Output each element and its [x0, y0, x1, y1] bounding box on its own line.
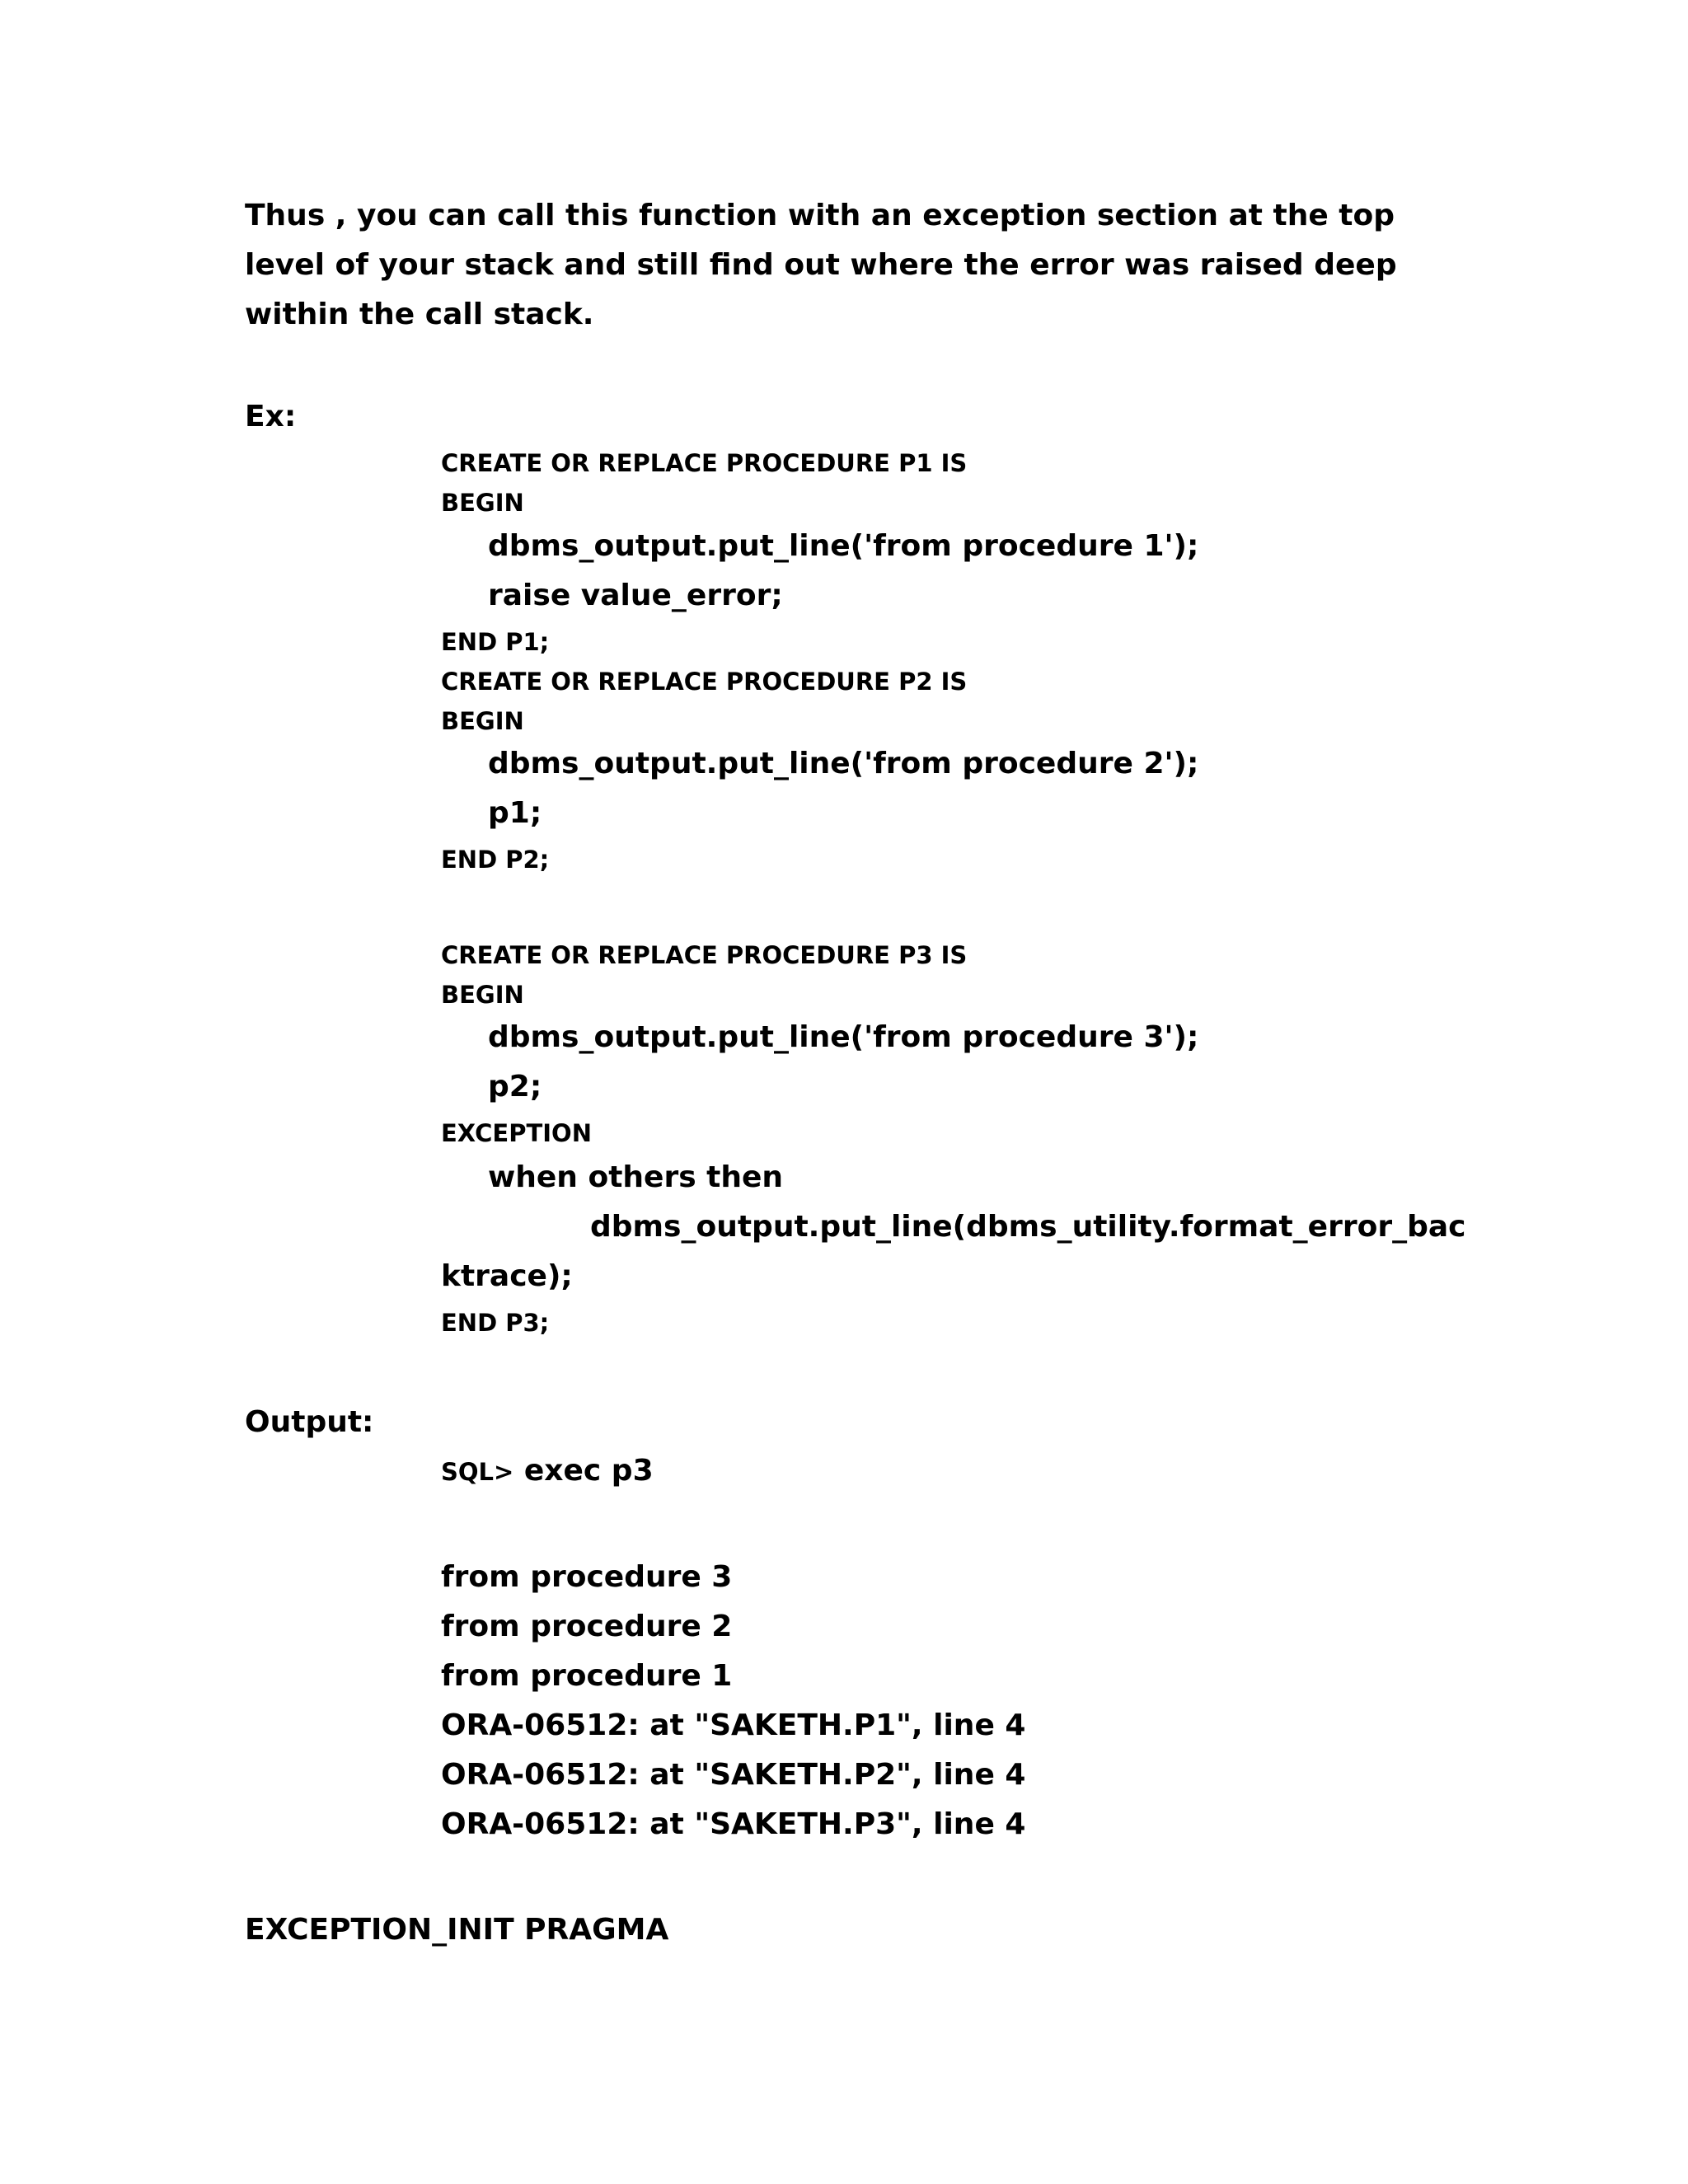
intro-paragraph: Thus , you can call this function with an exception section at the top level of your stack and still find out where the error was raised deep within the call stack.	[245, 199, 1397, 331]
code-line: END P2;	[441, 846, 550, 874]
code-line: p1;	[488, 796, 542, 830]
section-heading: EXCEPTION_INIT PRAGMA	[245, 1913, 669, 1947]
sql-prompt: SQL>	[441, 1458, 514, 1486]
code-line: END P1;	[441, 628, 550, 656]
code-line: dbms_output.put_line('from procedure 3');	[488, 1020, 1199, 1054]
sql-command-line	[441, 1454, 654, 1489]
code-line: CREATE OR REPLACE PROCEDURE P1 IS	[441, 449, 968, 477]
output-line: ORA-06512: at "SAKETH.P1", line 4	[441, 1708, 1026, 1742]
code-line: BEGIN	[441, 981, 524, 1009]
code-line: raise value_error;	[488, 579, 783, 612]
code-line: CREATE OR REPLACE PROCEDURE P3 IS	[441, 941, 968, 969]
example-label: Ex:	[245, 400, 297, 434]
code-line: BEGIN	[441, 707, 524, 735]
output-line: ORA-06512: at "SAKETH.P3", line 4	[441, 1807, 1026, 1841]
code-line: END P3;	[441, 1309, 550, 1337]
code-line: dbms_output.put_line('from procedure 1');	[488, 529, 1199, 563]
code-line: dbms_output.put_line('from procedure 2');	[488, 747, 1199, 780]
output-label: Output:	[245, 1405, 374, 1439]
output-line: from procedure 1	[441, 1659, 733, 1693]
sql-command: exec p3	[523, 1454, 654, 1488]
output-line: ORA-06512: at "SAKETH.P2", line 4	[441, 1758, 1026, 1792]
code-line: CREATE OR REPLACE PROCEDURE P2 IS	[441, 668, 968, 696]
code-line: EXCEPTION	[441, 1119, 592, 1147]
code-line: when others then	[488, 1160, 784, 1194]
code-line: dbms_output.put_line(dbms_utility.format_error_bac	[590, 1210, 1466, 1244]
code-line: p2;	[488, 1070, 542, 1104]
output-line: from procedure 2	[441, 1610, 733, 1643]
code-line: BEGIN	[441, 489, 524, 517]
code-line: ktrace);	[441, 1259, 573, 1293]
output-line: from procedure 3	[441, 1560, 733, 1594]
